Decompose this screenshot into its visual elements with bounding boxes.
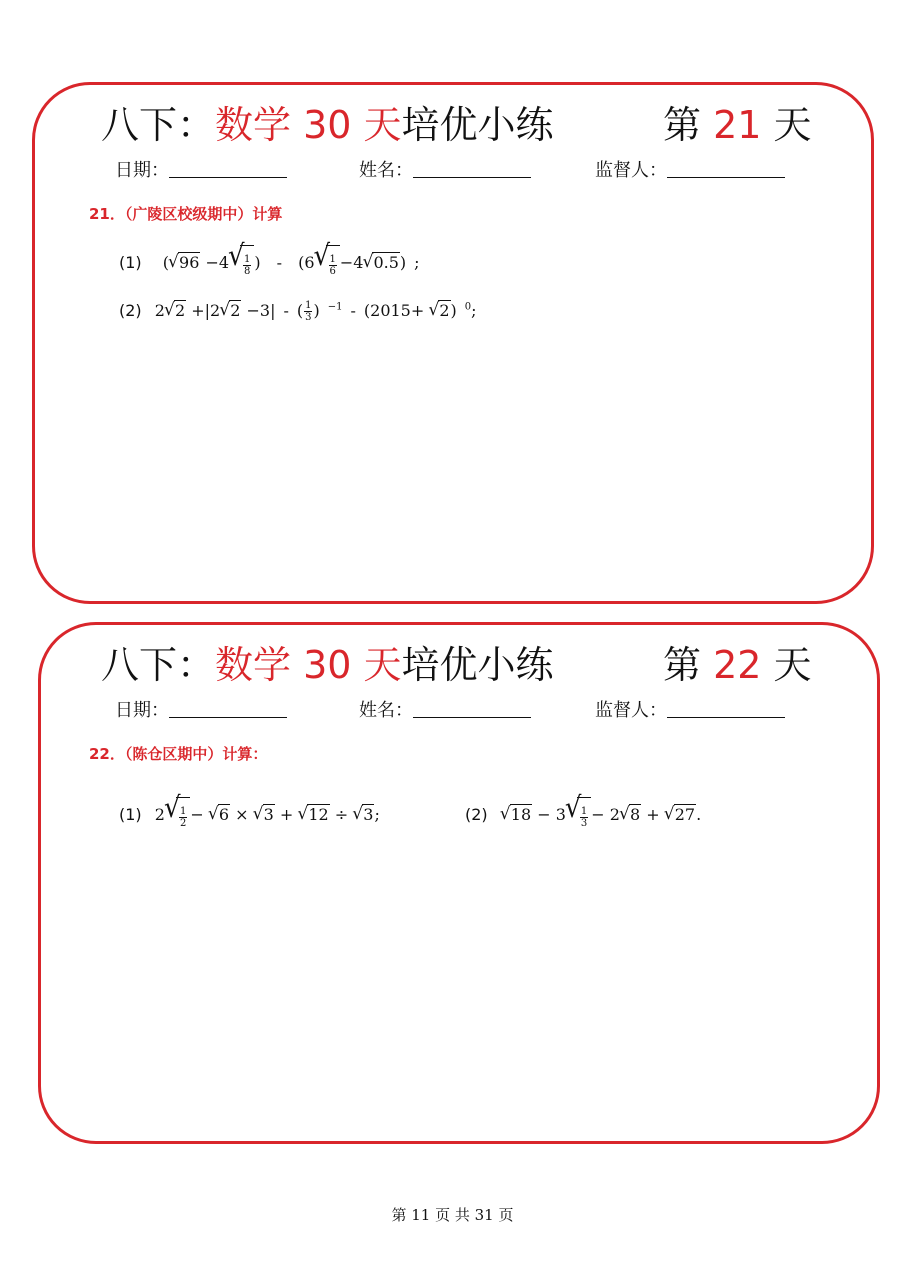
problem-expression: (√ 96 −4 √ $\frac{1}{8}$ ) - (6 √ $\frac{1}{6}$ −4√ 0.5) ; <box>155 253 420 272</box>
date-blank[interactable] <box>169 161 287 178</box>
name-blank[interactable] <box>413 701 531 718</box>
name-label: 姓名： <box>359 700 413 721</box>
name-field[interactable] <box>359 699 531 723</box>
name-label: 姓名： <box>359 160 413 181</box>
date-field[interactable] <box>115 699 287 723</box>
name-blank[interactable] <box>413 161 531 178</box>
supervisor-label: 监督人： <box>595 160 667 181</box>
title-highlight: 数学 30 天 <box>215 643 402 687</box>
worksheet-card-day-22 <box>38 622 880 1144</box>
problem-expression: 2 √ $\frac{1}{2}$ − √ 6 × √ 3 + √ 12 ÷ √ 3; <box>155 805 380 824</box>
day-number: 22 <box>713 643 762 687</box>
problem-2 <box>465 797 701 834</box>
problem-label: (1) <box>119 805 142 824</box>
question-header: 21．（广陵区校级期中）计算 <box>89 205 283 223</box>
title-prefix: 八下： <box>101 103 216 147</box>
day-suffix: 天 <box>761 103 812 147</box>
title-prefix: 八下： <box>101 643 216 687</box>
day-prefix: 第 <box>663 643 714 687</box>
page-footer: 第 11 页 共 31 页 <box>391 1206 514 1224</box>
worksheet-card-day-21 <box>32 82 874 604</box>
problem-expression: 2√ 2 +|2√ 2 −3| - ( $\frac{1}{3}$ ) $^{-1}$ - (2015+ √ 2) $^0$; <box>155 301 477 320</box>
supervisor-field[interactable] <box>595 159 785 183</box>
supervisor-blank[interactable] <box>667 161 785 178</box>
day-suffix: 天 <box>761 643 812 687</box>
problem-label: (2) <box>119 301 142 321</box>
supervisor-blank[interactable] <box>667 701 785 718</box>
day-indicator <box>663 639 812 691</box>
card-title <box>101 639 554 691</box>
date-label: 日期： <box>115 700 169 721</box>
problem-label: (1) <box>119 253 142 272</box>
card-title <box>101 99 554 151</box>
day-prefix: 第 <box>663 103 714 147</box>
day-number: 21 <box>713 103 762 147</box>
supervisor-label: 监督人： <box>595 700 667 721</box>
date-label: 日期： <box>115 160 169 181</box>
title-highlight: 数学 30 天 <box>215 103 402 147</box>
problem-expression: √ 18 − 3 √ $\frac{1}{3}$ − 2√ 8 + √ 27. <box>501 805 701 824</box>
day-indicator <box>663 99 812 151</box>
title-suffix: 培优小练 <box>401 103 554 147</box>
date-blank[interactable] <box>169 701 287 718</box>
name-field[interactable] <box>359 159 531 183</box>
title-suffix: 培优小练 <box>401 643 554 687</box>
problem-2 <box>119 291 477 328</box>
problem-label: (2) <box>465 805 488 824</box>
problem-1 <box>119 797 380 834</box>
supervisor-field[interactable] <box>595 699 785 723</box>
date-field[interactable] <box>115 159 287 183</box>
question-header: 22．（陈仓区期中）计算： <box>89 745 268 763</box>
problem-1 <box>119 245 420 282</box>
